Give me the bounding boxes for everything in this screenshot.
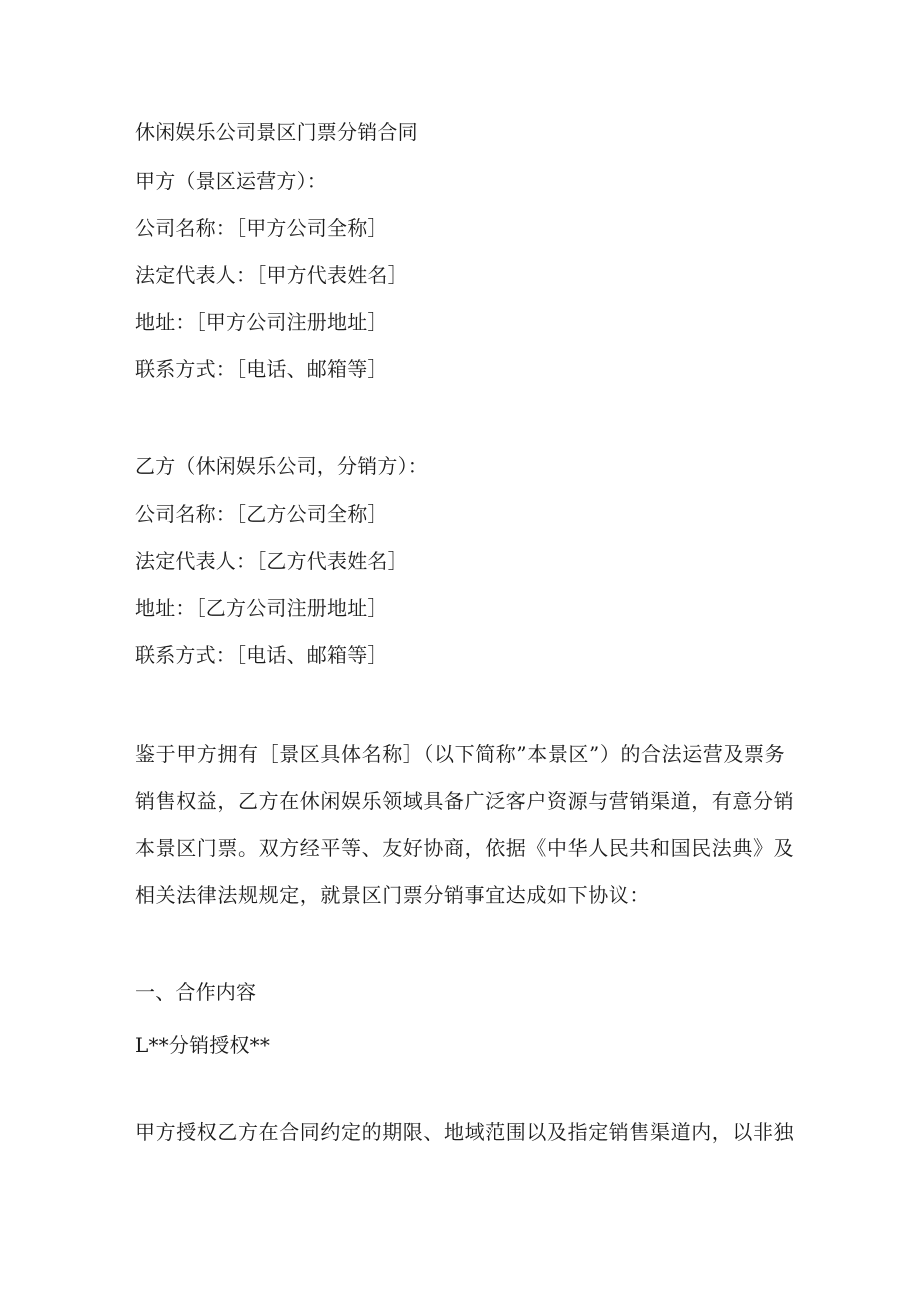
party-a-contact: 联系方式：［电话、邮箱等］: [135, 357, 388, 381]
section-1-subheading: L**分销授权**: [135, 1033, 271, 1057]
party-b-representative: 法定代表人：［乙方代表姓名］: [135, 549, 408, 573]
preamble-line: 本景区门票。双方经平等、友好协商，依据《中华人民共和国民法典》及: [135, 836, 795, 860]
preamble-line: 鉴于甲方拥有［景区具体名称］（以下简称”本景区”）的合法运营及票务: [135, 742, 786, 766]
party-b-address: 地址：［乙方公司注册地址］: [135, 596, 388, 620]
party-b-heading: 乙方（休闲娱乐公司，分销方）：: [135, 454, 428, 478]
party-b-company: 公司名称：［乙方公司全称］: [135, 502, 388, 526]
party-b-contact: 联系方式：［电话、邮箱等］: [135, 643, 388, 667]
preamble-paragraph: [135, 731, 795, 919]
party-a-company: 公司名称：［甲方公司全称］: [135, 216, 388, 240]
party-a-heading: 甲方（景区运营方）：: [135, 169, 327, 193]
section-1-heading: 一、合作内容: [135, 980, 257, 1004]
contract-title: 休闲娱乐公司景区门票分销合同: [135, 120, 418, 144]
preamble-line: 相关法律法规规定，就景区门票分销事宜达成如下协议：: [135, 883, 650, 907]
preamble-line: 销售权益，乙方在休闲娱乐领域具备广泛客户资源与营销渠道，有意分销: [135, 789, 795, 813]
party-a-representative: 法定代表人：［甲方代表姓名］: [135, 263, 408, 287]
section-1-text: 甲方授权乙方在合同约定的期限、地域范围以及指定销售渠道内，以非独: [135, 1120, 795, 1144]
party-a-address: 地址：［甲方公司注册地址］: [135, 310, 388, 334]
